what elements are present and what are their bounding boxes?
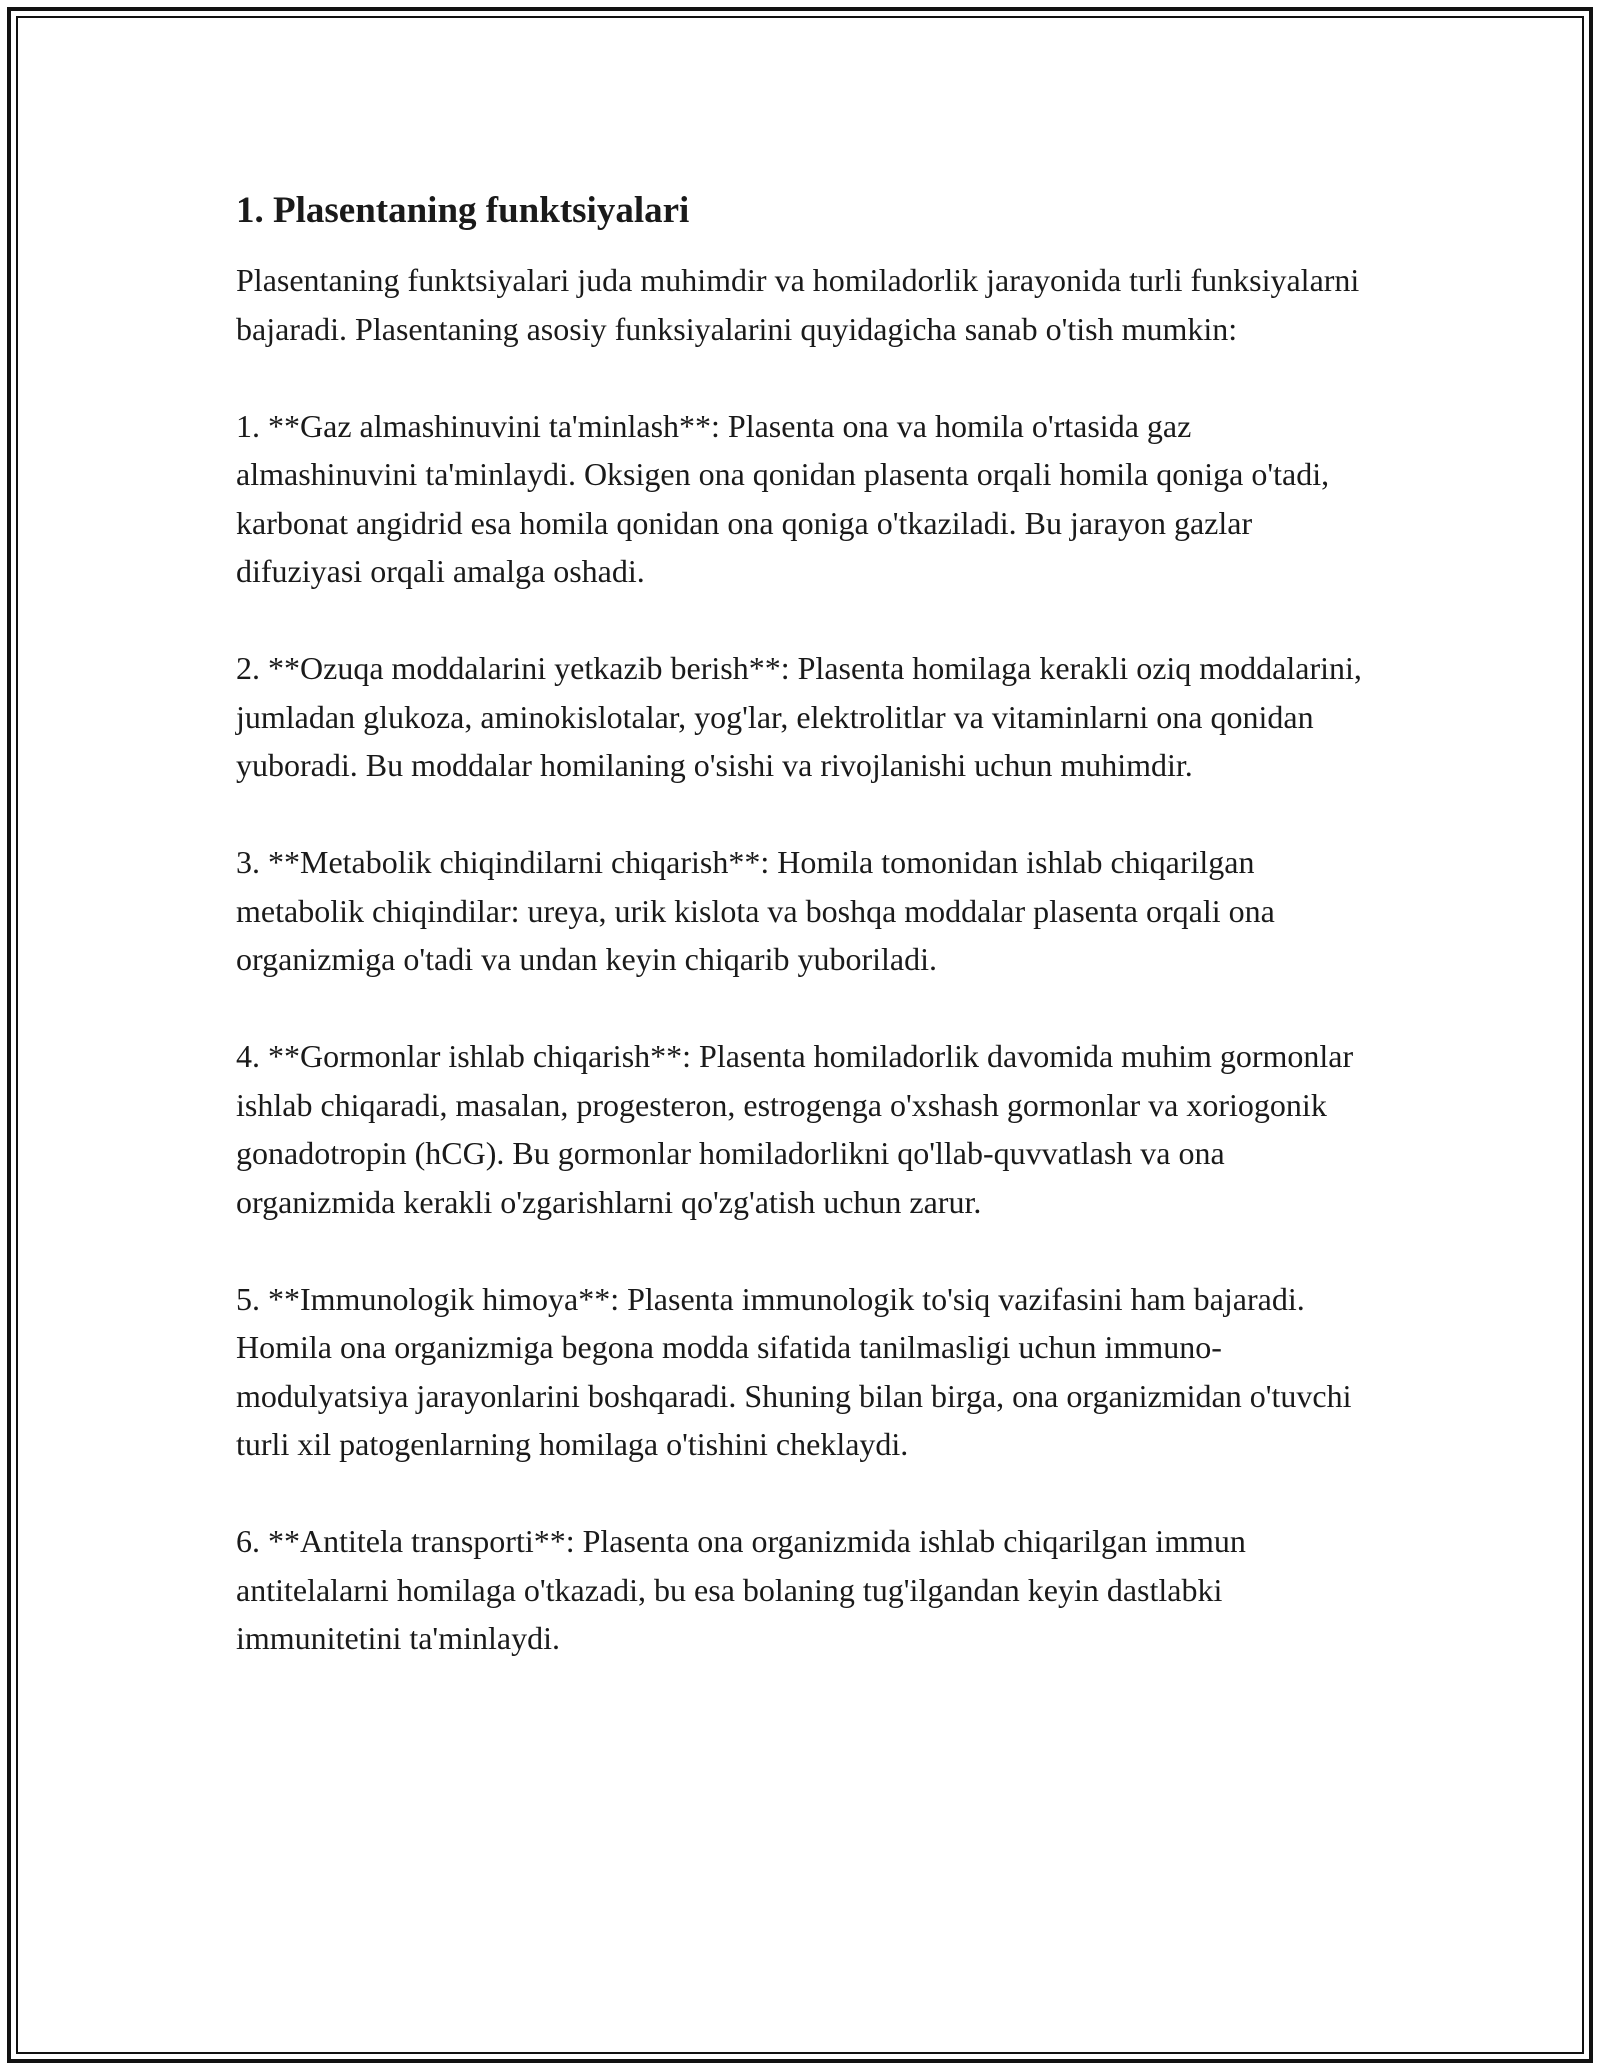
- list-item-hormone-production: 4. **Gormonlar ishlab chiqarish**: Plasenta homiladorlik davomida muhim gormonlar ishlab chiqaradi, masalan, progesteron, estrogenga o'xshash gormonlar va xoriogonik gonadotropin (hCG). Bu gormonlar homiladorlikni qo'llab-quvvatlash va ona organizmida kerakli o'zgarishlarni qo'zg'atish uchun zarur.: [236, 1038, 1354, 1220]
- list-item-nutrient-delivery: 2. **Ozuqa moddalarini yetkazib berish**: Plasenta homilaga kerakli oziq moddalarini, jumladan glukoza, aminokislotalar, yog'lar, elektrolitlar va vitaminlarni ona qonidan yuboradi. Bu moddalar homilaning o'sishi va rivojlanishi uchun muhimdir.: [236, 650, 1362, 783]
- list-item-immune-protection: 5. **Immunologik himoya**: Plasenta immunologik to'siq vazifasini ham bajaradi. Homila ona organizmiga begona modda sifatida tanilmasligi uchun immuno-modulyatsiya jarayonlarini boshqaradi. Shuning bilan birga, ona organizmidan o'tuvchi turli xil patogenlarning homilaga o'tishini cheklaydi.: [236, 1280, 1352, 1462]
- list-item-gas-exchange: 1. **Gaz almashinuvini ta'minlash**: Plasenta ona va homila o'rtasida gaz almashinuvini ta'minlaydi. Oksigen ona qonidan plasenta orqali homila qoniga o'tadi, karbonat angidrid esa homila qonidan ona qoniga o'tkaziladi. Bu jarayon gazlar difuziyasi orqali amalga oshadi.: [236, 407, 1330, 589]
- list-item-antibody-transport: 6. **Antitela transporti**: Plasenta ona organizmida ishlab chiqarilgan immun antitelalarni homilaga o'tkazadi, bu esa bolaning tug'ilgandan keyin dastlabki immunitetini ta'minlaydi.: [236, 1523, 1246, 1656]
- section-heading: 1. Plasentaning funktsiyalari: [236, 190, 690, 231]
- intro-paragraph: Plasentaning funktsiyalari juda muhimdir va homiladorlik jarayonida turli funksiyalarni bajaradi. Plasentaning asosiy funksiyalarini quyidagicha sanab o'tish mumkin:: [236, 262, 1360, 347]
- document-body: [236, 186, 1366, 1711]
- list-item-waste-removal: 3. **Metabolik chiqindilarni chiqarish**: Homila tomonidan ishlab chiqarilgan metabolik chiqindilar: ureya, urik kislota va boshqa moddalar plasenta orqali ona organizmiga o'tadi va undan keyin chiqarib yuboriladi.: [236, 844, 1275, 977]
